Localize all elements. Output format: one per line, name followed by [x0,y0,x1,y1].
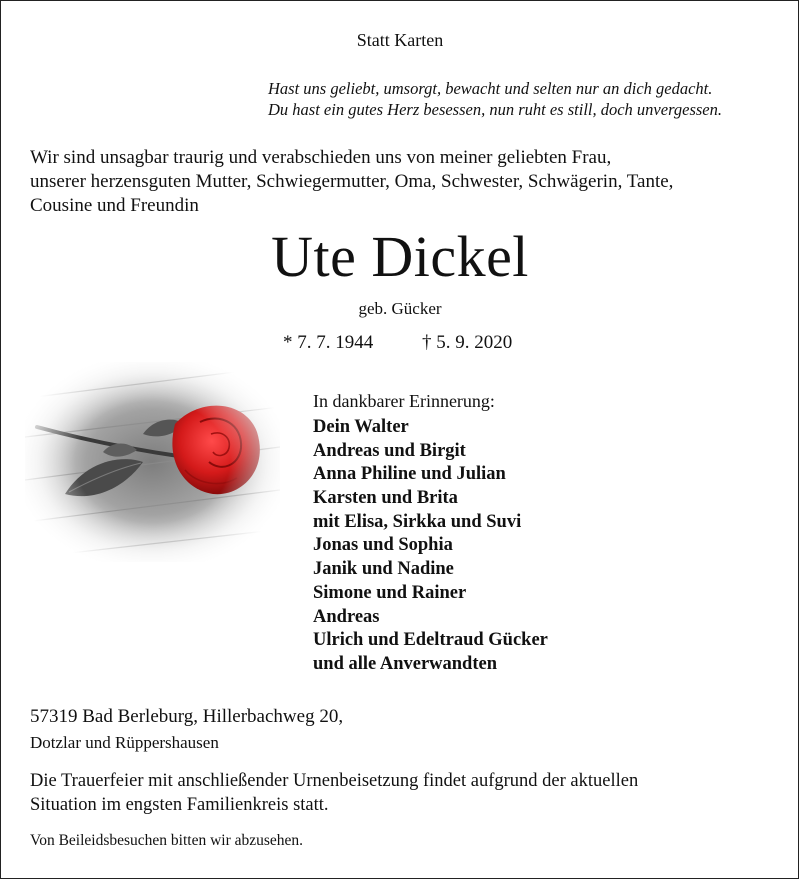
list-item: Jonas und Sophia [313,535,453,556]
list-item: Janik und Nadine [313,559,454,580]
list-item: Simone und Rainer [313,582,467,603]
header-text: Statt Karten [356,30,444,50]
list-item: mit Elisa, Sirkka und Suvi [313,511,522,532]
list-item: Andreas [313,606,380,627]
death-date: † 5. 9. 2020 [422,332,513,353]
quote-line-2: Du hast ein gutes Herz besessen, nun ruht es still, doch unvergessen. [268,100,722,119]
intro-line-1: Wir sind unsagbar traurig und verabschieden uns von meiner geliebten Frau, [30,147,612,168]
birth-name: geb. Gücker [358,299,442,318]
list-item: Dein Walter [313,417,409,437]
birth-date: * 7. 7. 1944 [283,332,374,353]
memory-title: In dankbarer Erinnerung: [313,391,495,411]
quote-line-1: Hast uns geliebt, umsorgt, bewacht und selten nur an dich gedacht. [268,79,713,98]
address-line-2: Dotzlar und Rüppershausen [30,733,219,752]
mourners-list [313,416,548,677]
list-item: Andreas und Birgit [313,440,466,461]
list-item: Anna Philine und Julian [313,464,506,485]
intro-line-2: unserer herzensguten Mutter, Schwiegermutter, Oma, Schwester, Schwägerin, Tante, [30,171,674,192]
address-line-1: 57319 Bad Berleburg, Hillerbachweg 20, [30,706,344,727]
notice-line-2: Situation im engsten Familienkreis statt. [30,795,329,815]
deceased-name: Ute Dickel [271,224,529,289]
rose-image [25,362,280,562]
condolence-note: Von Beileidsbesuchen bitten wir abzusehen. [30,832,304,849]
notice-line-1: Die Trauerfeier mit anschließender Urnenbeisetzung findet aufgrund der aktuellen [30,771,639,791]
list-item: Ulrich und Edeltraud Gücker [313,630,548,651]
list-item: und alle Anverwandten [313,653,498,674]
list-item: Karsten und Brita [313,488,458,509]
intro-line-3: Cousine und Freundin [30,195,199,216]
